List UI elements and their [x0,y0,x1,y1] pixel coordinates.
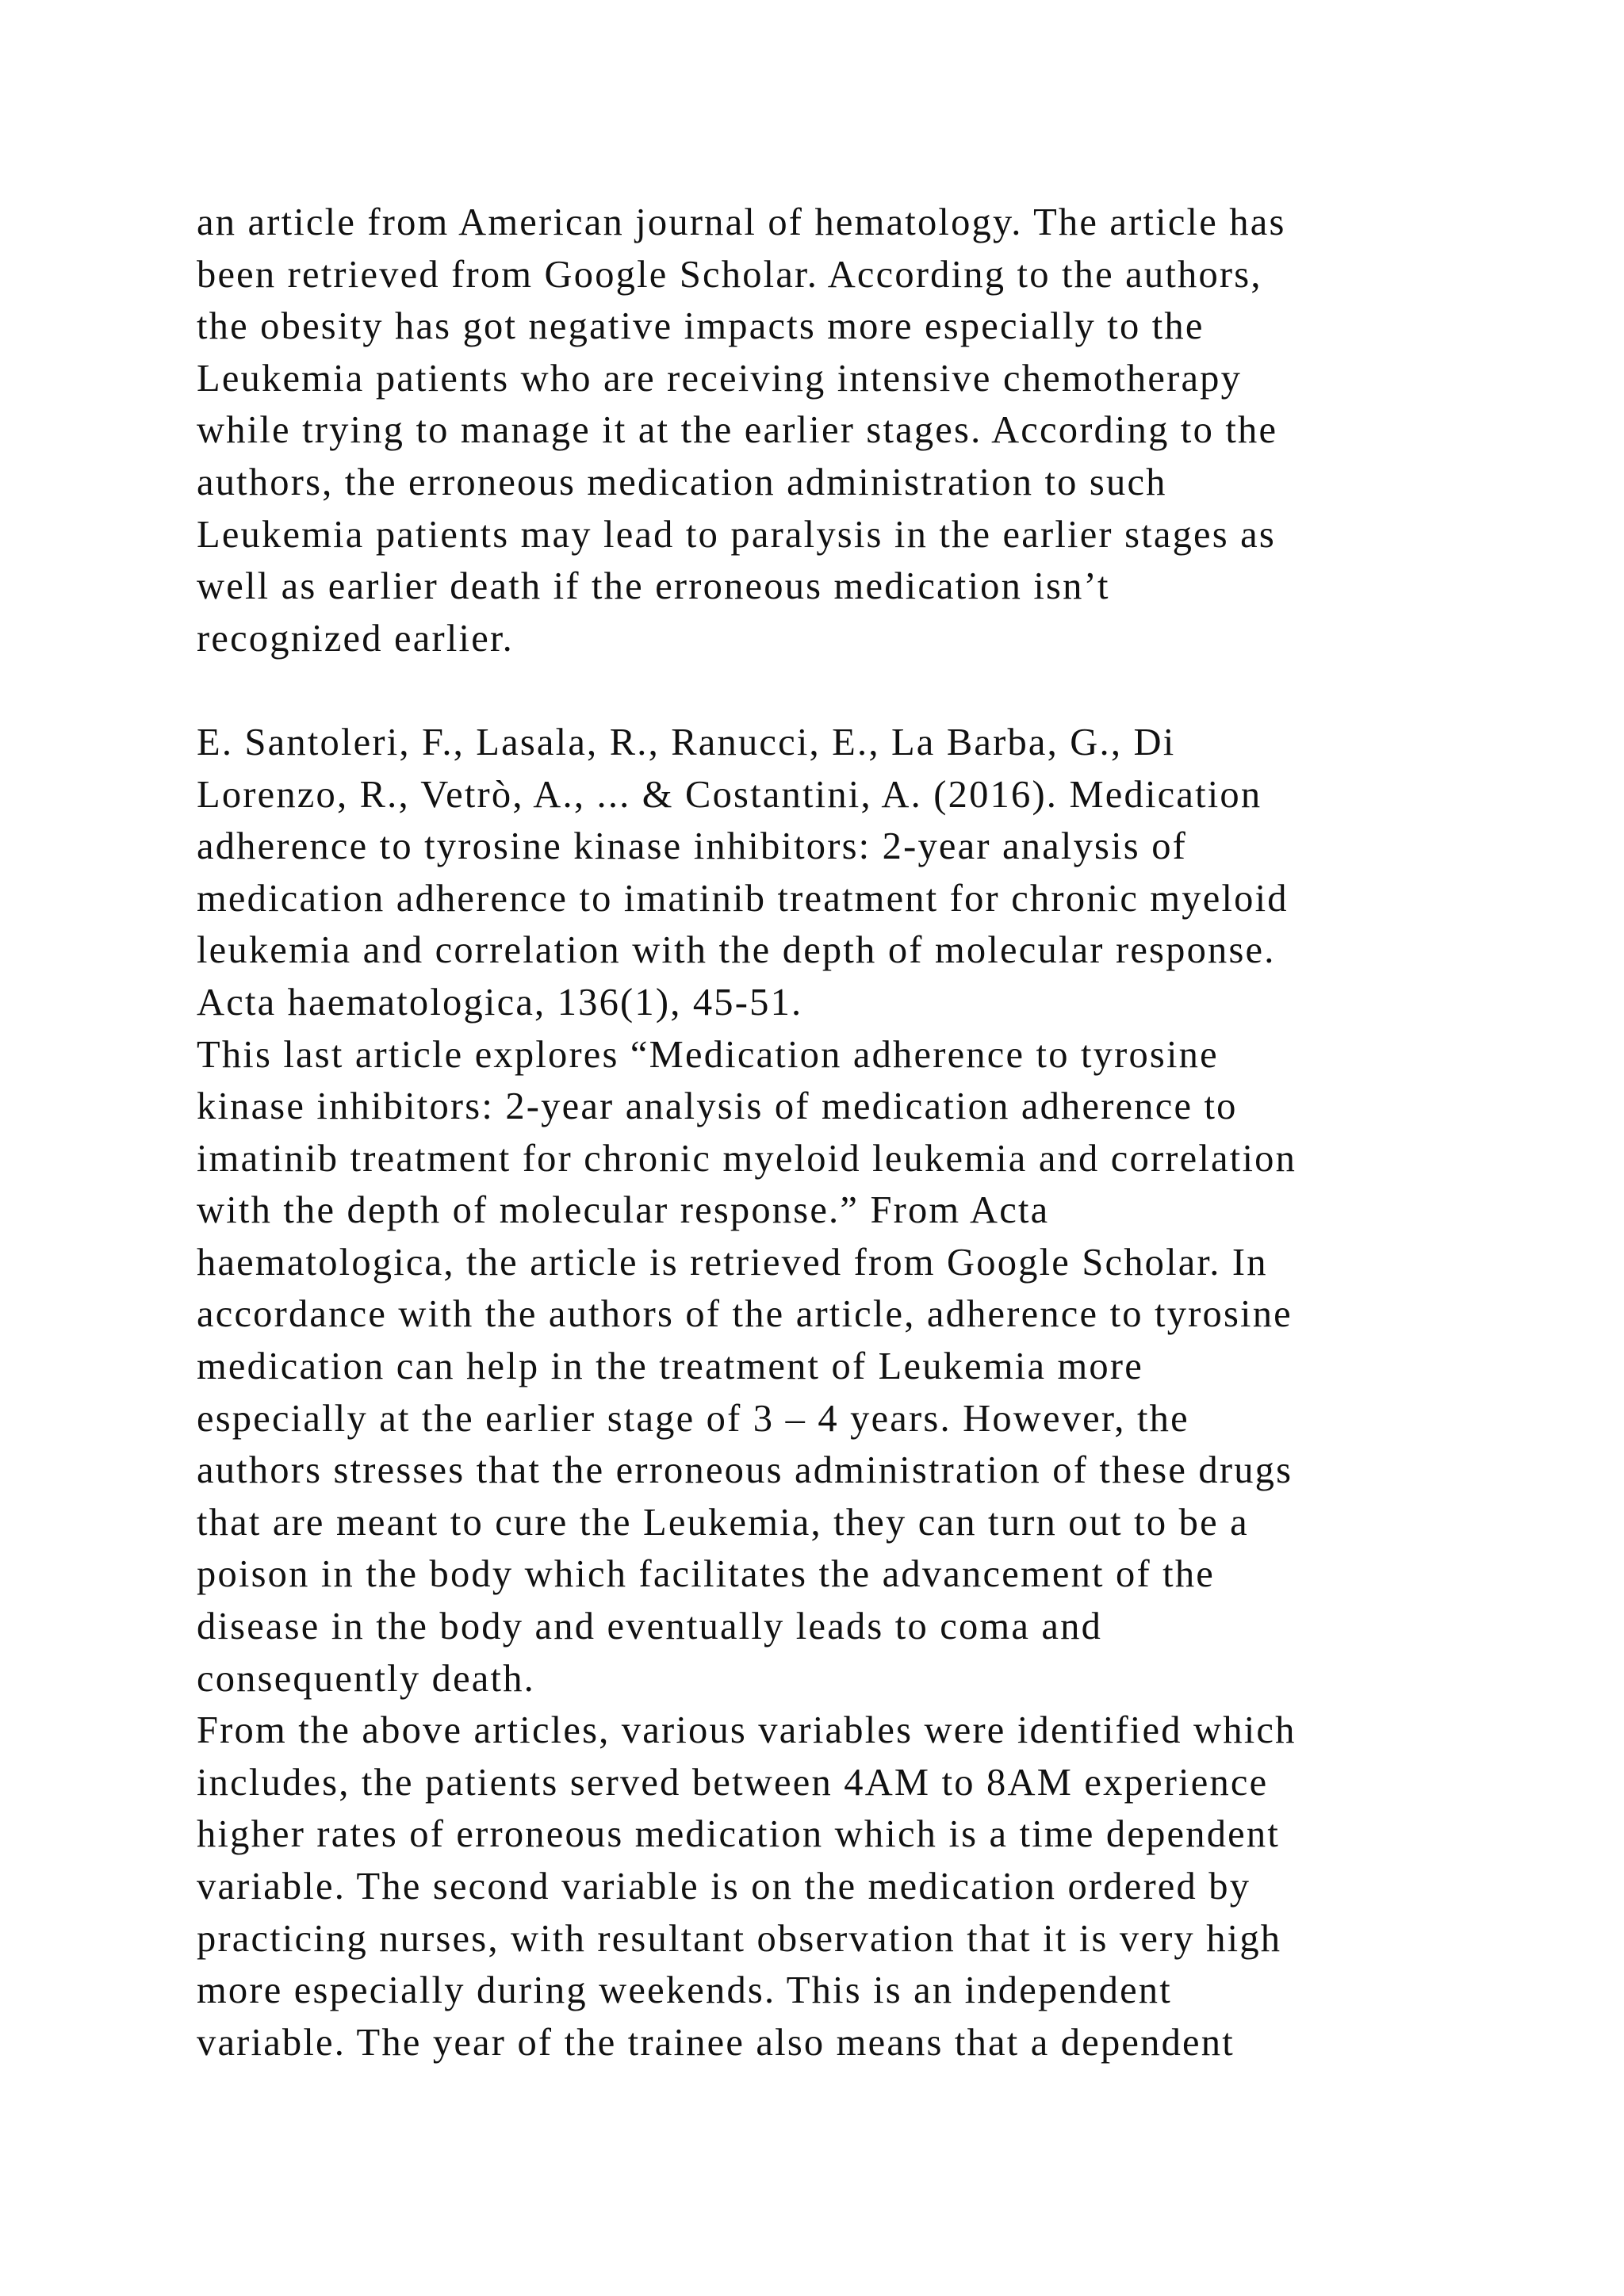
text-line: consequently death. [197,1657,535,1700]
text-line: authors stresses that the erroneous administration of these drugs [197,1449,1293,1492]
text-line: especially at the earlier stage of 3 – 4 years. However, the [197,1397,1189,1440]
text-line: Leukemia patients who are receiving intensive chemotherapy [197,357,1243,400]
text-line: From the above articles, various variables were identified which [197,1709,1297,1752]
text-line: an article from American journal of hematology. The article has [197,201,1286,243]
text-line: poison in the body which facilitates the advancement of the [197,1553,1216,1596]
text-line: with the depth of molecular response.” From Acta [197,1189,1050,1232]
paragraph-gap [197,664,1465,717]
paragraph-medication-adherence [197,1029,1465,1705]
text-line: higher rates of erroneous medication which is a time dependent [197,1813,1280,1856]
text-line: well as earlier death if the erroneous medication isn’t [197,565,1110,608]
text-line: practicing nurses, with resultant observation that it is very high [197,1917,1282,1960]
text-line: This last article explores “Medication adherence to tyrosine [197,1033,1219,1076]
text-line: variable. The year of the trainee also means that a dependent [197,2021,1235,2064]
text-line: accordance with the authors of the article, adherence to tyrosine [197,1293,1293,1336]
text-line: variable. The second variable is on the medication ordered by [197,1866,1251,1908]
text-line: been retrieved from Google Scholar. According to the authors, [197,253,1262,296]
text-line: disease in the body and eventually leads to coma and [197,1605,1103,1648]
text-line: haematologica, the article is retrieved from Google Scholar. In [197,1241,1268,1284]
paragraph-variables [197,1705,1465,2068]
text-line: includes, the patients served between 4AM to 8AM experience [197,1761,1269,1804]
text-line: imatinib treatment for chronic myeloid leukemia and correlation [197,1137,1297,1180]
text-line: E. Santoleri, F., Lasala, R., Ranucci, E., La Barba, G., Di [197,721,1176,763]
text-line: more especially during weekends. This is an independent [197,1969,1172,2012]
paragraph-obesity-impact [197,197,1465,664]
text-line: Leukemia patients may lead to paralysis in the earlier stages as [197,513,1276,556]
text-line: recognized earlier. [197,617,514,660]
text-line: adherence to tyrosine kinase inhibitors: 2-year analysis of [197,825,1187,868]
document-page [197,197,1465,2068]
text-line: medication adherence to imatinib treatment for chronic myeloid [197,877,1289,920]
text-line: leukemia and correlation with the depth of molecular response. [197,929,1276,972]
text-line: that are meant to cure the Leukemia, they can turn out to be a [197,1501,1249,1544]
text-line: Lorenzo, R., Vetrò, A., ... & Costantini, A. (2016). Medication [197,773,1262,816]
text-line: while trying to manage it at the earlier stages. According to the [197,409,1278,452]
text-line: authors, the erroneous medication administration to such [197,461,1167,503]
text-line: the obesity has got negative impacts more especially to the [197,305,1205,348]
text-line: Acta haematologica, 136(1), 45-51. [197,981,803,1024]
text-line: medication can help in the treatment of Leukemia more [197,1345,1143,1388]
text-line: kinase inhibitors: 2-year analysis of medication adherence to [197,1085,1238,1128]
reference-santoleri-2016 [197,717,1465,1029]
